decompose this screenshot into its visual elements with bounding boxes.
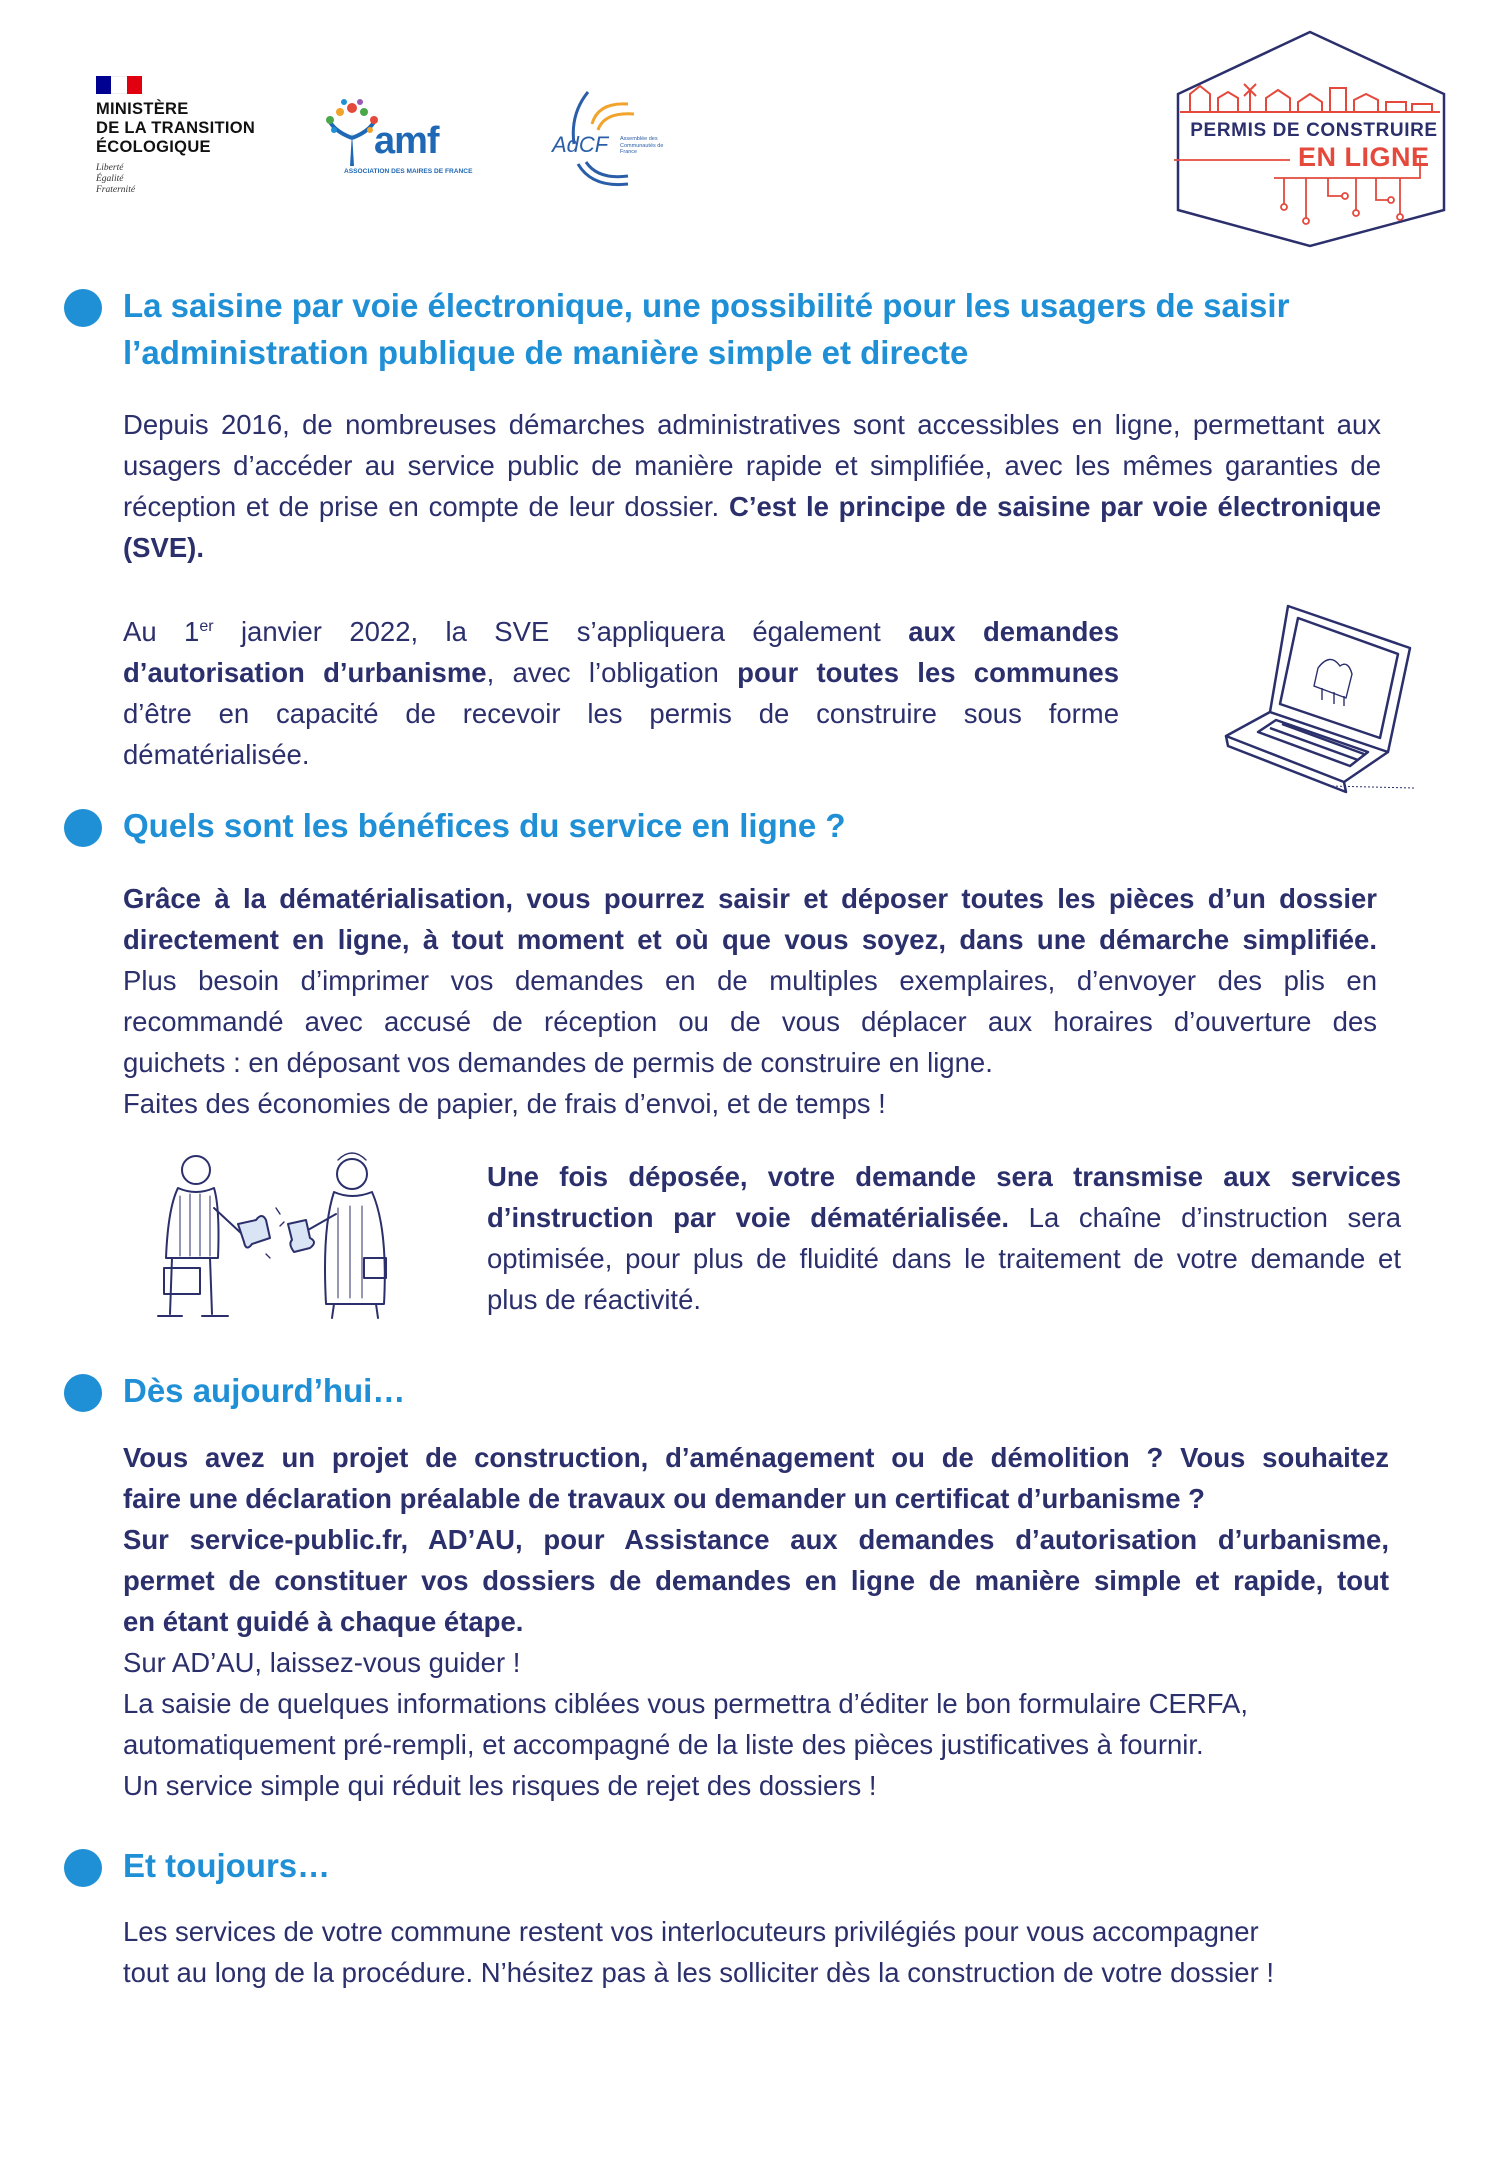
section-bullet-icon (64, 1374, 102, 1412)
section3-paragraph: Vous avez un projet de construction, d’aménagement ou de démolition ? Vous souhaitez faire une déclaration préalable de travaux ou demander un certificat d’urbanisme ? Sur service-public.fr, AD’AU, pour Assistance aux demandes d’autorisation d’urbanisme, permet de constituer vos dossiers de demandes en ligne de manière simple et rapide, tout en étant guidé à chaque étape. Sur AD’AU, laissez-vous guider ! La saisie de quelques informations ciblées vous permettra d’éditer le bon formulaire CERFA, automatiquement pré-rempli, et accompagné de la liste des pièces justificatives à fournir. Un service simple qui réduit les risques de rejet des dossiers ! (123, 1442, 1389, 1801)
amf-logo (322, 98, 502, 178)
section2-paragraph: Grâce à la dématérialisation, vous pourrez saisir et déposer toutes les pièces d’un dossier directement en ligne, à tout moment et où que vous soyez, dans une démarche simplifiée. Plus besoin d’imprimer vos demandes en de multiples exemplaires, d’envoyer des plis en recommandé avec accusé de réception ou de vous déplacer aux horaires d’ouverture des guichets : en déposant vos demandes de permis de construire en ligne. Faites des économies de papier, de frais d’envoi, et de temps ! (123, 883, 1377, 1119)
section-bullet-icon (64, 289, 102, 327)
amf-subtitle: ASSOCIATION DES MAIRES DE FRANCE (344, 168, 473, 175)
ministry-logo (96, 76, 286, 196)
section2-side-paragraph: Une fois déposée, votre demande sera transmise aux services d’instruction par voie dématérialisée. La chaîne d’instruction sera optimisée, pour plus de fluidité dans le traitement de votre demande et plus de réactivité. (487, 1161, 1402, 1315)
section4-paragraph: Les services de votre commune restent vos interlocuteurs privilégiés pour vous accompagner tout au long de la procédure. N’hésitez pas à les solliciter dès la construction de votre dossier ! (123, 1916, 1275, 1988)
section3-heading: Dès aujourd’hui… (123, 1372, 406, 1409)
permis-en-ligne-logo (1170, 28, 1450, 250)
section4-heading: Et toujours… (123, 1847, 331, 1884)
ministry-name: MINISTÈRE DE LA TRANSITION ÉCOLOGIQUE (96, 100, 256, 156)
section2-heading: Quels sont les bénéfices du service en ligne ? (123, 807, 846, 844)
section1-paragraph1: Depuis 2016, de nombreuses démarches administratives sont accessibles en ligne, permettant aux usagers d’accéder au service public de manière rapide et simplifiée, avec les mêmes garanties de réception et de prise en compte de leur dossier. C’est le principe de saisine par voie électronique (SVE). (123, 409, 1381, 563)
section-bullet-icon (64, 1849, 102, 1887)
adcf-logo (548, 84, 678, 194)
section1-paragraph2: Au 1er janvier 2022, la SVE s’appliquera également aux demandes d’autorisation d’urbanisme, avec l’obligation pour toutes les communes d’être en capacité de recevoir les permis de construire sous forme dématérialisée. (123, 616, 1120, 770)
laptop-illustration-icon (1218, 600, 1418, 796)
section1-heading: La saisine par voie électronique, une possibilité pour les usagers de saisir l’administration publique de manière simple et directe (123, 287, 1290, 371)
adcf-subtitle: Assemblée des Communautés de France (620, 136, 664, 155)
puzzle-exchange-illustration-icon (138, 1148, 424, 1326)
amf-tree-icon (322, 98, 382, 168)
amf-wordmark: amf (374, 120, 439, 162)
ministry-motto: Liberté Égalité Fraternité (96, 163, 136, 195)
permis-title: PERMIS DE CONSTRUIRE (1190, 120, 1438, 141)
marianne-flag-icon (96, 76, 142, 94)
section-bullet-icon (64, 809, 102, 847)
adcf-wordmark: AdCF (552, 132, 609, 157)
permis-subtitle: EN LIGNE (1298, 142, 1430, 172)
